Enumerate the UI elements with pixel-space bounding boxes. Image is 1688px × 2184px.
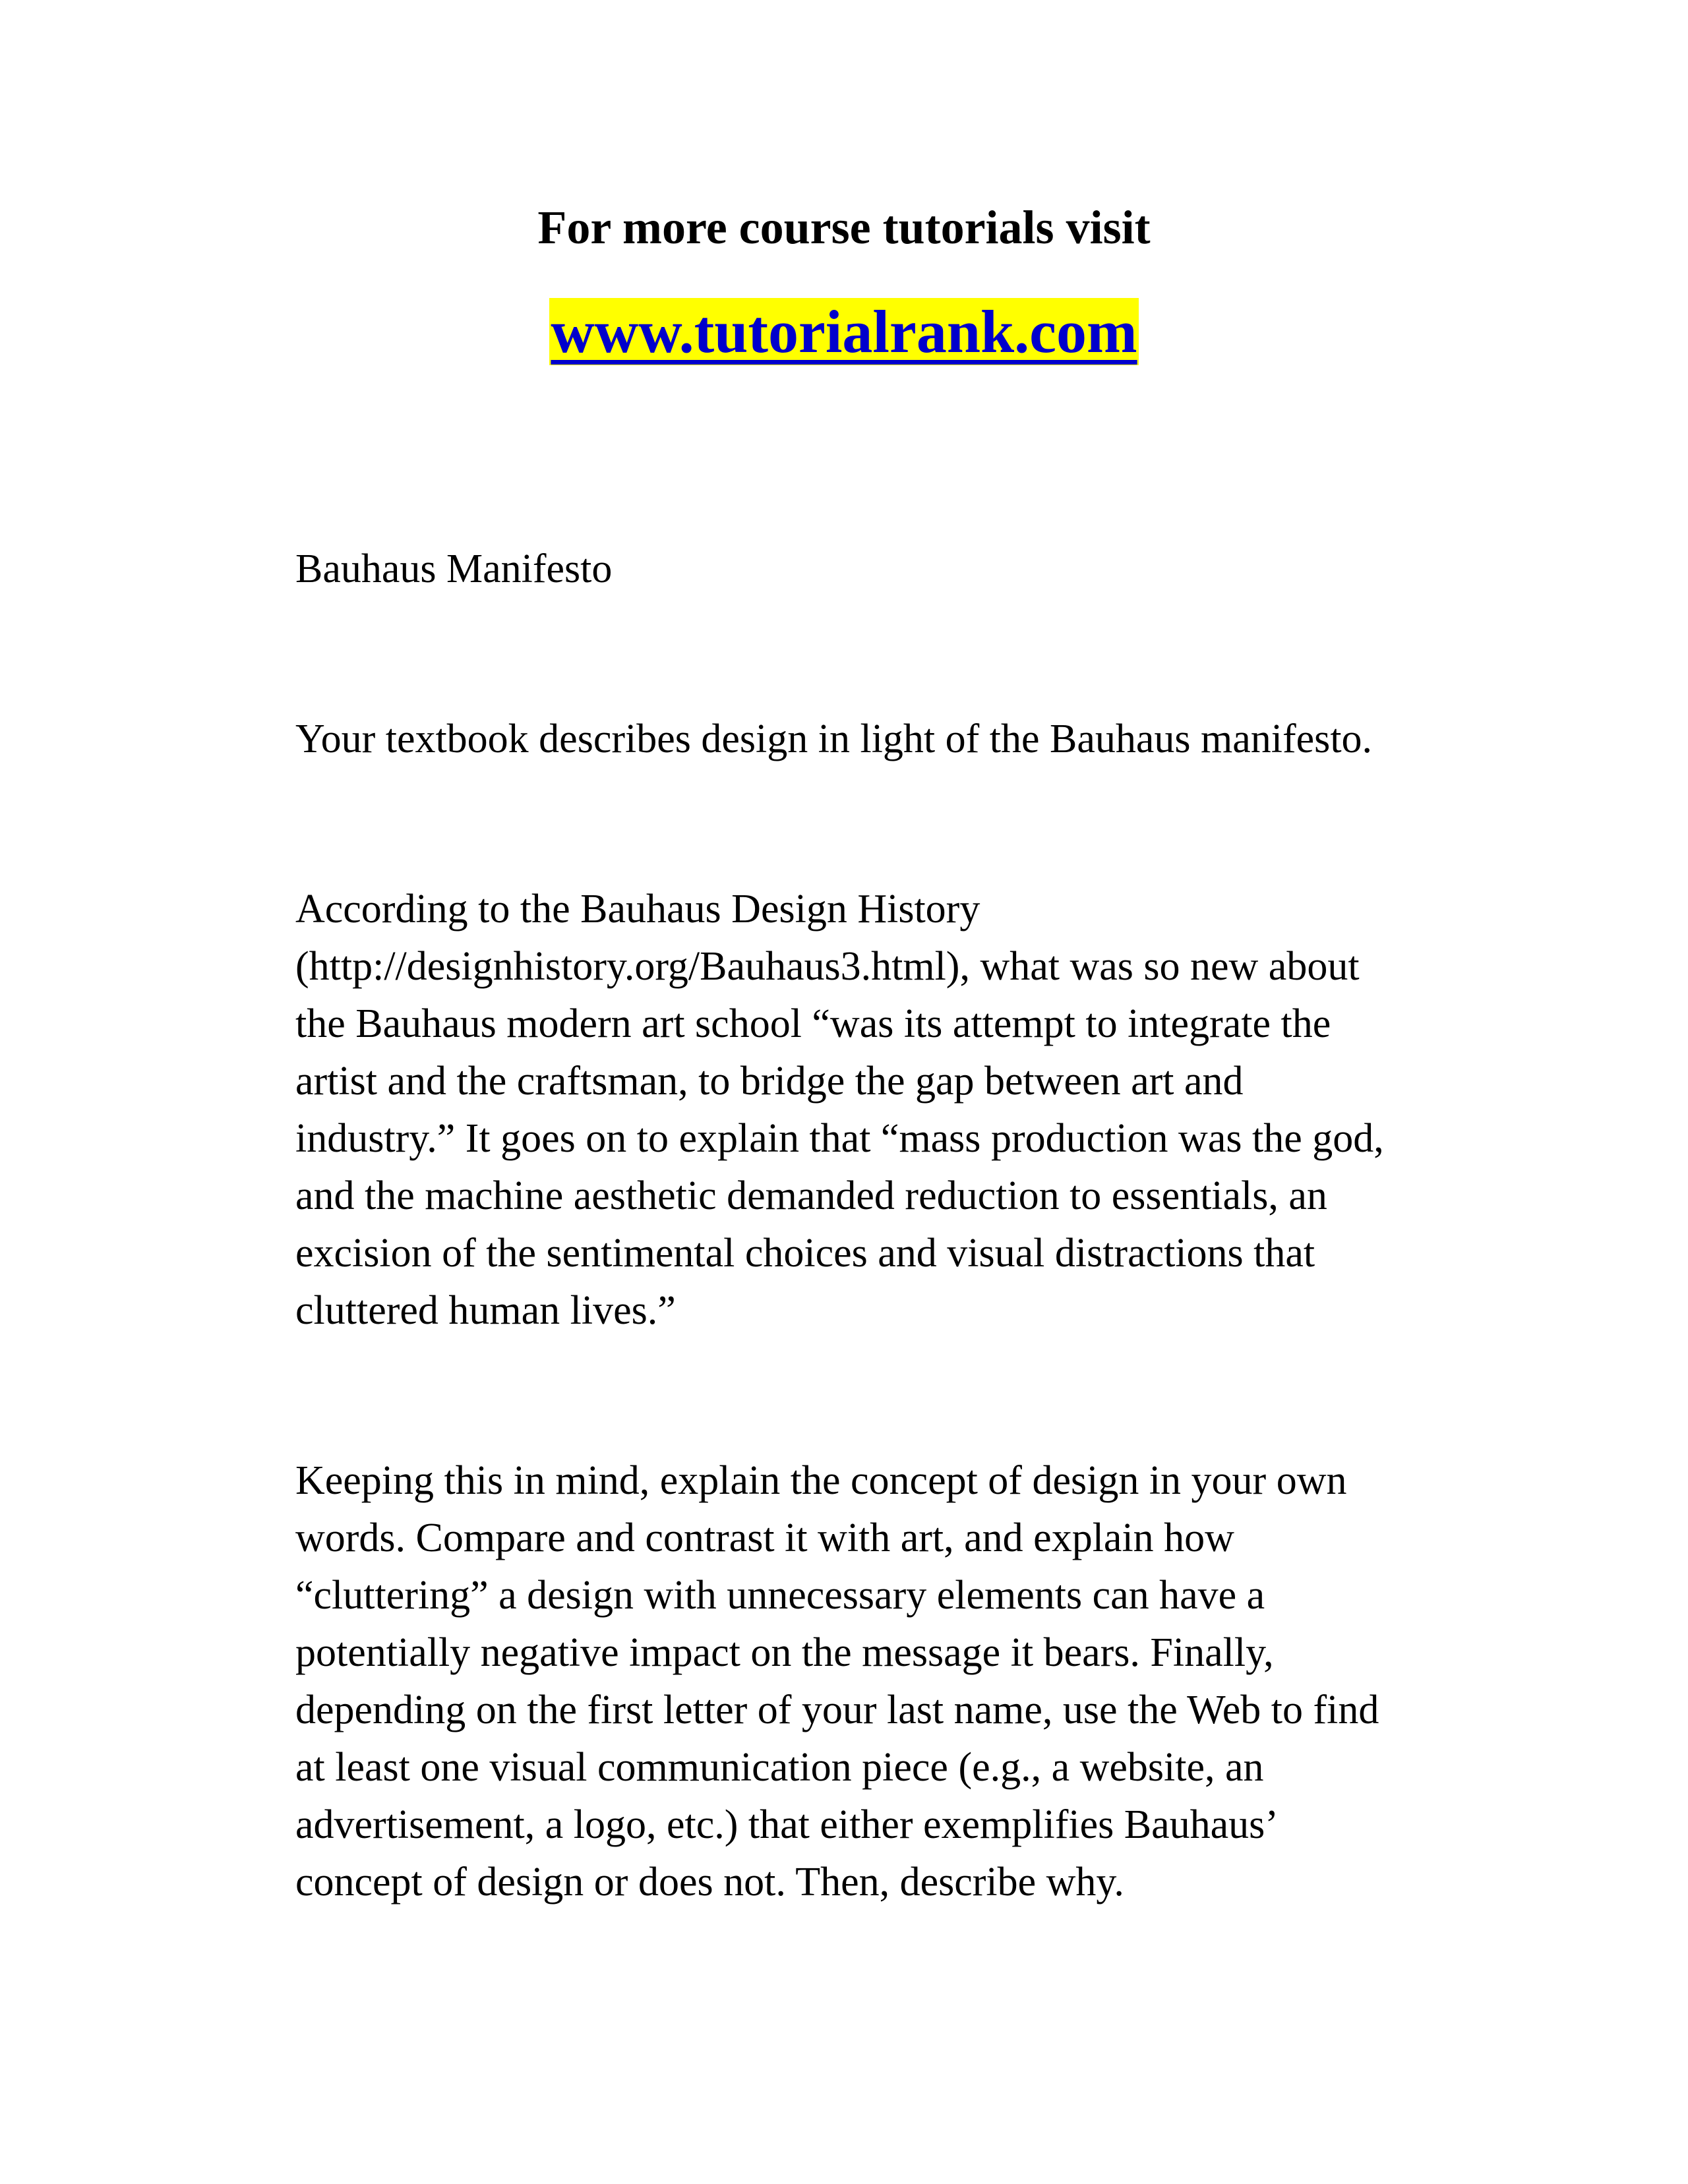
text-line: excision of the sentimental choices and visual distractions that	[295, 1231, 1315, 1276]
text-line: “cluttering” a design with unnecessary elements can have a	[295, 1573, 1265, 1618]
document-heading: Bauhaus Manifesto	[295, 546, 613, 591]
text-line: industry.” It goes on to explain that “mass production was the god,	[295, 1116, 1384, 1161]
text-line: (http://designhistory.org/Bauhaus3.html), what was so new about	[295, 944, 1360, 989]
paragraph-intro: Your textbook describes design in light of the Bauhaus manifesto.	[295, 717, 1373, 761]
promo-heading: For more course tutorials visit	[537, 201, 1151, 254]
promo-link[interactable]: www.tutorialrank.com	[551, 298, 1137, 365]
text-line: depending on the first letter of your last name, use the Web to find	[295, 1688, 1379, 1732]
text-line: artist and the craftsman, to bridge the gap between art and	[295, 1059, 1244, 1104]
text-line: concept of design or does not. Then, describe why.	[295, 1860, 1124, 1904]
paragraph-assignment	[295, 1452, 1548, 1911]
text-line: Keeping this in mind, explain the concept of design in your own	[295, 1458, 1347, 1503]
promo-link-line	[0, 295, 1688, 368]
paragraph-bauhaus-history	[295, 881, 1548, 1340]
text-line: at least one visual communication piece (e.g., a website, an	[295, 1745, 1264, 1790]
text-line: advertisement, a logo, etc.) that either exemplifies Bauhaus’	[295, 1802, 1279, 1847]
text-line: the Bauhaus modern art school “was its attempt to integrate the	[295, 1001, 1331, 1046]
text-line: words. Compare and contrast it with art, and explain how	[295, 1516, 1234, 1560]
text-line: cluttered human lives.”	[295, 1288, 676, 1333]
text-line: According to the Bauhaus Design History	[295, 887, 980, 931]
text-line: and the machine aesthetic demanded reduction to essentials, an	[295, 1173, 1327, 1218]
text-line: potentially negative impact on the message it bears. Finally,	[295, 1630, 1274, 1675]
